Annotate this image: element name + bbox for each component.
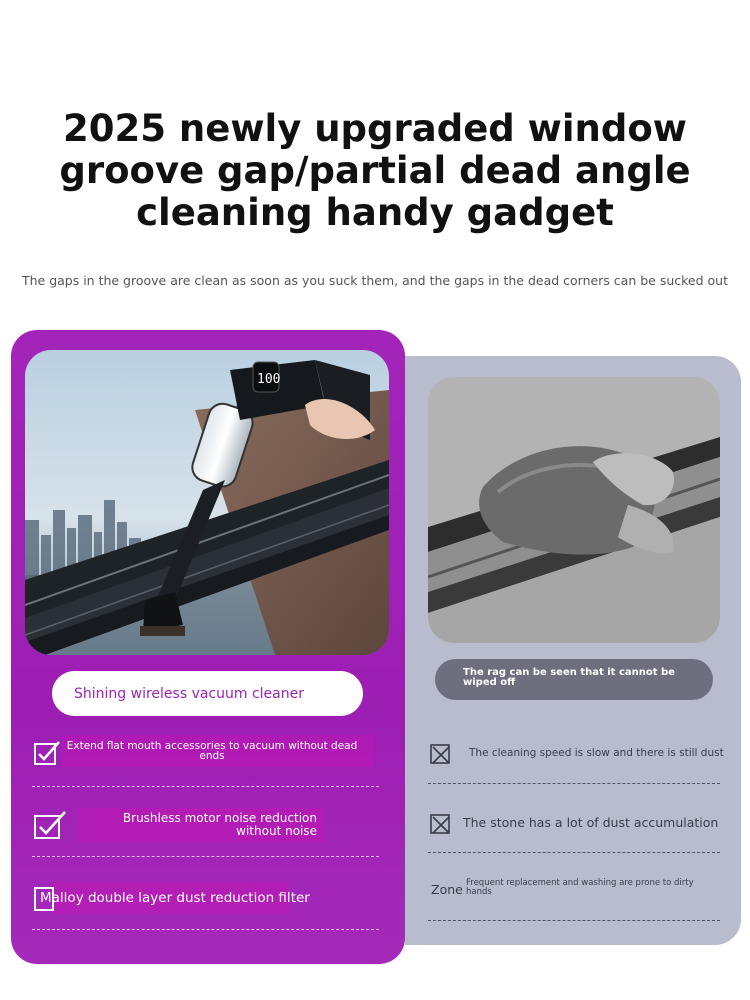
issue-text-2: The stone has a lot of dust accumulation — [463, 815, 719, 830]
title-line-3: cleaning handy gadget — [136, 191, 614, 234]
vacuum-product-label: Shining wireless vacuum cleaner — [52, 671, 363, 716]
feature-text-2: Brushless motor noise reduction without noise — [122, 811, 317, 838]
feature-text-3-prefix: M — [40, 890, 52, 906]
title-line-2: groove gap/partial dead angle — [59, 149, 691, 192]
page-title — [0, 108, 750, 234]
divider — [32, 929, 379, 930]
subtitle: The gaps in the groove are clean as soon as you suck them, and the gaps in the dead corners can be sucked out — [21, 273, 729, 288]
check-box-icon — [33, 740, 61, 766]
feature-text-3-body: alloy double layer dust reduction filter — [51, 890, 310, 906]
vacuum-photo — [25, 350, 389, 655]
x-box-icon — [429, 813, 453, 835]
issue-label-3: Zone — [431, 882, 463, 897]
rag-photo — [428, 377, 720, 643]
feature-text-1: Extend flat mouth accessories to vacuum without dead ends — [66, 740, 358, 762]
svg-text:100: 100 — [257, 372, 281, 387]
x-box-icon — [429, 743, 453, 765]
feature-text-3 — [40, 891, 340, 906]
rag-wiping-window-groove-photo — [428, 377, 720, 643]
title-line-1: 2025 newly upgraded window — [63, 107, 687, 150]
check-box-icon — [33, 810, 67, 840]
vacuum-cleaning-window-groove-photo — [25, 350, 389, 655]
divider — [428, 852, 720, 853]
rag-comparison-label: The rag can be seen that it cannot be wiped off — [435, 659, 713, 700]
divider — [32, 786, 379, 787]
divider — [428, 920, 720, 921]
issue-text-3: Frequent replacement and washing are prone to dirty hands — [466, 878, 694, 897]
divider — [428, 783, 720, 784]
issue-text-1: The cleaning speed is slow and there is still dust — [469, 747, 724, 759]
divider — [32, 856, 379, 857]
